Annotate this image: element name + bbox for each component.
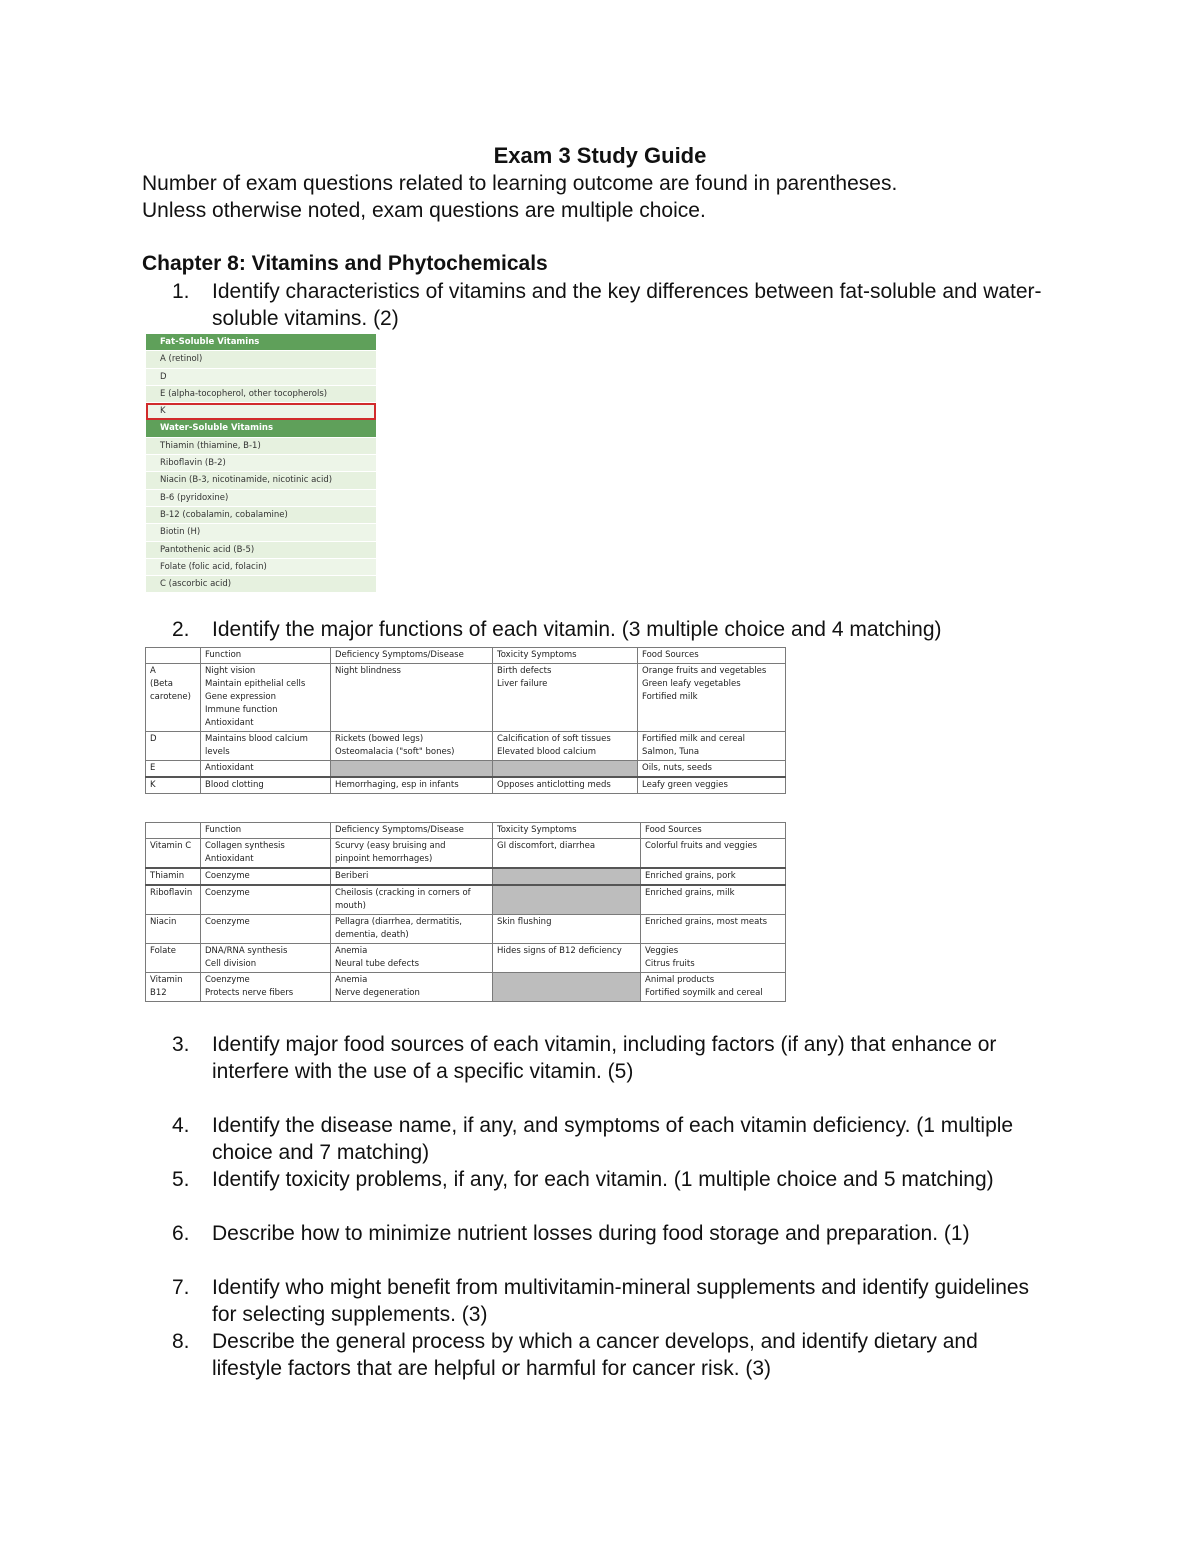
table-row [146,761,786,778]
intro-line: Unless otherwise noted, exam questions are multiple choice. [142,199,706,222]
table-header-cell: Function [201,823,331,839]
list-number: 2. [172,618,190,641]
table-cell: Birth defects Liver failure [493,664,638,732]
vitamin-row: B-6 (pyridoxine) [146,490,376,507]
table-cell-empty [493,761,638,778]
list-number: 1. [172,280,190,303]
intro-text [142,170,1042,224]
vitamin-list-figure [146,334,376,594]
table-cell: Rickets (bowed legs) Osteomalacia ("soft" bones) [331,732,493,761]
table-cell: Niacin [146,915,201,944]
water-soluble-header: Water-Soluble Vitamins [146,420,376,437]
table-cell: Collagen synthesis Antioxidant [201,839,331,869]
table-cell: Skin flushing [493,915,641,944]
table-cell: Folate [146,944,201,973]
table-cell-empty [493,868,641,885]
table-row [146,732,786,761]
list-text: Describe how to minimize nutrient losses during food storage and preparation. (1) [212,1222,970,1245]
list-text: Identify the disease name, if any, and symptoms of each vitamin deficiency. (1 multiple choice and 7 matching) [212,1114,1014,1164]
table-cell-empty [493,885,641,915]
table-header-cell: Deficiency Symptoms/Disease [331,648,493,664]
vitamin-row: Biotin (H) [146,524,376,541]
table-header-cell: Toxicity Symptoms [493,823,641,839]
table-header-cell: Food Sources [641,823,786,839]
fat-soluble-header: Fat-Soluble Vitamins [146,334,376,351]
table-cell-empty [493,973,641,1002]
water-soluble-vitamin-table [145,822,786,1002]
table-row [146,777,786,794]
vitamin-row: Pantothenic acid (B-5) [146,542,376,559]
list-number: 4. [172,1114,190,1137]
vitamin-row-highlighted: K [146,403,376,420]
table-cell: DNA/RNA synthesis Cell division [201,944,331,973]
table-cell: Thiamin [146,868,201,885]
vitamin-row: A (retinol) [146,351,376,368]
list-number: 3. [172,1033,190,1056]
list-text: Identify the major functions of each vitamin. (3 multiple choice and 4 matching) [212,618,942,641]
table-cell: E [146,761,201,778]
vitamin-row: E (alpha-tocopherol, other tocopherols) [146,386,376,403]
table-cell: Coenzyme Protects nerve fibers [201,973,331,1002]
fat-soluble-vitamin-table [145,647,786,794]
table-cell: Anemia Nerve degeneration [331,973,493,1002]
table-row [146,664,786,732]
table-row [146,973,786,1002]
table-cell: K [146,777,201,794]
table-cell: Leafy green veggies [638,777,786,794]
table-cell: Calcification of soft tissues Elevated blood calcium [493,732,638,761]
table-cell: A (Beta carotene) [146,664,201,732]
table-header-cell [146,823,201,839]
table-cell: D [146,732,201,761]
table-cell: Colorful fruits and veggies [641,839,786,869]
list-number: 7. [172,1276,190,1299]
table-row [146,885,786,915]
list-number: 8. [172,1330,190,1353]
table-cell: Veggies Citrus fruits [641,944,786,973]
table-cell: Cheilosis (cracking in corners of mouth) [331,885,493,915]
table-row [146,915,786,944]
table-cell: Blood clotting [201,777,331,794]
table-cell: Pellagra (diarrhea, dermatitis, dementia, death) [331,915,493,944]
table-cell: Opposes anticlotting meds [493,777,638,794]
table-header-cell: Food Sources [638,648,786,664]
chapter-heading: Chapter 8: Vitamins and Phytochemicals [142,252,548,275]
vitamin-row: Riboflavin (B-2) [146,455,376,472]
table-header-row [146,648,786,664]
table-cell: GI discomfort, diarrhea [493,839,641,869]
list-text: Identify toxicity problems, if any, for each vitamin. (1 multiple choice and 5 matching) [212,1168,994,1191]
vitamin-row: C (ascorbic acid) [146,576,376,593]
table-cell: Anemia Neural tube defects [331,944,493,973]
table-cell: Hemorrhaging, esp in infants [331,777,493,794]
vitamin-row: Niacin (B-3, nicotinamide, nicotinic acid) [146,472,376,489]
table-row [146,944,786,973]
table-cell: Antioxidant [201,761,331,778]
table-cell: Enriched grains, pork [641,868,786,885]
intro-line: Number of exam questions related to learning outcome are found in parentheses. [142,172,898,195]
list-number: 5. [172,1168,190,1191]
table-cell: Animal products Fortified soymilk and cereal [641,973,786,1002]
table-cell: Orange fruits and vegetables Green leafy vegetables Fortified milk [638,664,786,732]
table-cell: Enriched grains, milk [641,885,786,915]
list-text: Identify major food sources of each vitamin, including factors (if any) that enhance or interfere with the use of a specific vitamin. (5) [212,1033,997,1083]
table-header-cell [146,648,201,664]
table-header-cell: Deficiency Symptoms/Disease [331,823,493,839]
vitamin-row: Folate (folic acid, folacin) [146,559,376,576]
table-cell: Hides signs of B12 deficiency [493,944,641,973]
table-cell: Vitamin B12 [146,973,201,1002]
table-cell: Coenzyme [201,868,331,885]
table-cell: Scurvy (easy bruising and pinpoint hemorrhages) [331,839,493,869]
table-header-row [146,823,786,839]
table-cell: Enriched grains, most meats [641,915,786,944]
table-cell: Oils, nuts, seeds [638,761,786,778]
table-cell: Maintains blood calcium levels [201,732,331,761]
table-cell: Coenzyme [201,915,331,944]
table-cell: Coenzyme [201,885,331,915]
table-cell: Night blindness [331,664,493,732]
list-text: Describe the general process by which a cancer develops, and identify dietary and lifestyle factors that are helpful or harmful for cancer risk. (3) [212,1330,978,1380]
list-text: Identify who might benefit from multivitamin-mineral supplements and identify guidelines for selecting supplements. (3) [212,1276,1030,1326]
list-text: Identify characteristics of vitamins and the key differences between fat-soluble and water-soluble vitamins. (2) [212,280,1042,330]
table-row [146,868,786,885]
table-cell: Fortified milk and cereal Salmon, Tuna [638,732,786,761]
table-cell: Night vision Maintain epithelial cells Gene expression Immune function Antioxidant [201,664,331,732]
vitamin-row: Thiamin (thiamine, B-1) [146,438,376,455]
page-title: Exam 3 Study Guide [493,143,707,168]
table-cell: Riboflavin [146,885,201,915]
table-row [146,839,786,869]
vitamin-row: B-12 (cobalamin, cobalamine) [146,507,376,524]
table-header-cell: Function [201,648,331,664]
vitamin-row: D [146,369,376,386]
table-cell-empty [331,761,493,778]
table-cell: Vitamin C [146,839,201,869]
table-cell: Beriberi [331,868,493,885]
table-header-cell: Toxicity Symptoms [493,648,638,664]
list-number: 6. [172,1222,190,1245]
